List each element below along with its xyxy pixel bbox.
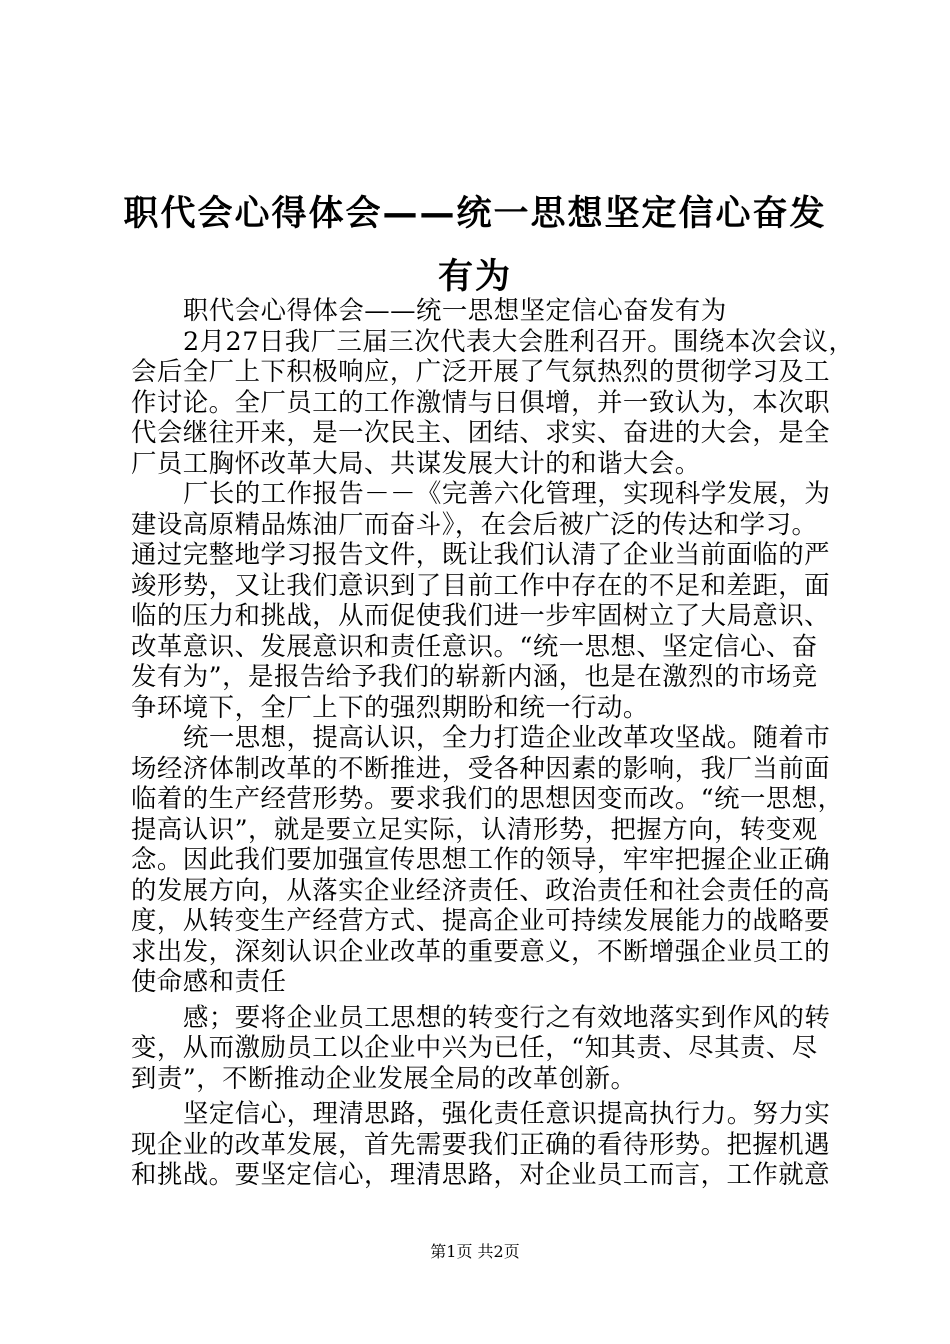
text-line: 职代会心得体会——统一思想坚定信心奋发有为 — [183, 295, 727, 325]
text-line: 感；要将企业员工思想的转变行之有效地落实到作风的转 — [183, 1001, 831, 1032]
text-line: 建设高原精品炼油厂而奋斗》，在会后被广泛的传达和学习。 — [131, 508, 818, 539]
text-line: 提高认识”，就是要立足实际，认清形势，把握方向，转变观 — [131, 813, 818, 844]
text-line: 代会继往开来，是一次民主、团结、求实、奋进的大会，是全 — [131, 417, 831, 447]
text-line: 2月27日我厂三届三次代表大会胜利召开。围绕本次会议， — [183, 325, 855, 356]
text-line: 竣形势，又让我们意识到了目前工作中存在的不足和差距，面 — [131, 569, 831, 600]
text-line: 场经济体制改革的不断推进，受各种因素的影响，我厂当前面 — [131, 752, 831, 783]
text-line: 厂长的工作报告－－《完善六化管理，实现科学发展，为 — [183, 478, 831, 508]
text-line: 和挑战。要坚定信心，理清思路，对企业员工而言，工作就意 — [131, 1159, 831, 1189]
text-line: 的发展方向，从落实企业经济责任、政治责任和社会责任的高 — [131, 874, 831, 905]
text-line: 改革意识、发展意识和责任意识。“统一思想、坚定信心、奋 — [131, 630, 818, 661]
document-body — [131, 295, 855, 1190]
page-footer: 第1页 共2页 — [430, 1242, 520, 1261]
text-line: 使命感和责任 — [131, 966, 287, 996]
text-line: 到责”，不断推动企业发展全局的改革创新。 — [131, 1062, 637, 1093]
text-line: 发有为”，是报告给予我们的崭新内涵，也是在激烈的市场竞 — [131, 661, 818, 691]
text-line: 会后全厂上下积极响应，广泛开展了气氛热烈的贯彻学习及工 — [131, 356, 831, 386]
text-line: 厂员工胸怀改革大局、共谋发展大计的和谐大会。 — [131, 447, 701, 478]
text-line: 临的压力和挑战，从而促使我们进一步牢固树立了大局意识、 — [131, 600, 831, 630]
text-line: 念。因此我们要加强宣传思想工作的领导，牢牢把握企业正确 — [131, 844, 831, 874]
text-line: 临着的生产经营形势。要求我们的思想因变而改。“统一思想， — [131, 783, 844, 813]
text-line: 通过完整地学习报告文件，既让我们认清了企业当前面临的严 — [131, 539, 831, 569]
text-line: 坚定信心，理清思路，强化责任意识提高执行力。努力实 — [183, 1098, 831, 1128]
text-line: 求出发，深刻认识企业改革的重要意义，不断增强企业员工的 — [131, 935, 831, 966]
text-line: 现企业的改革发展，首先需要我们正确的看待形势。把握机遇 — [131, 1128, 831, 1159]
document-title: 职代会心得体会——统一思想坚定信心奋发有为 — [123, 194, 827, 297]
text-line: 争环境下，全厂上下的强烈期盼和统一行动。 — [131, 691, 649, 722]
text-line: 作讨论。全厂员工的工作激情与日俱增，并一致认为，本次职 — [131, 386, 831, 417]
text-line: 度，从转变生产经营方式、提高企业可持续发展能力的战略要 — [131, 905, 831, 935]
text-line: 变，从而激励员工以企业中兴为已任，“知其责、尽其责、尽 — [131, 1032, 818, 1062]
text-line: 统一思想，提高认识，全力打造企业改革攻坚战。随着市 — [183, 722, 831, 752]
